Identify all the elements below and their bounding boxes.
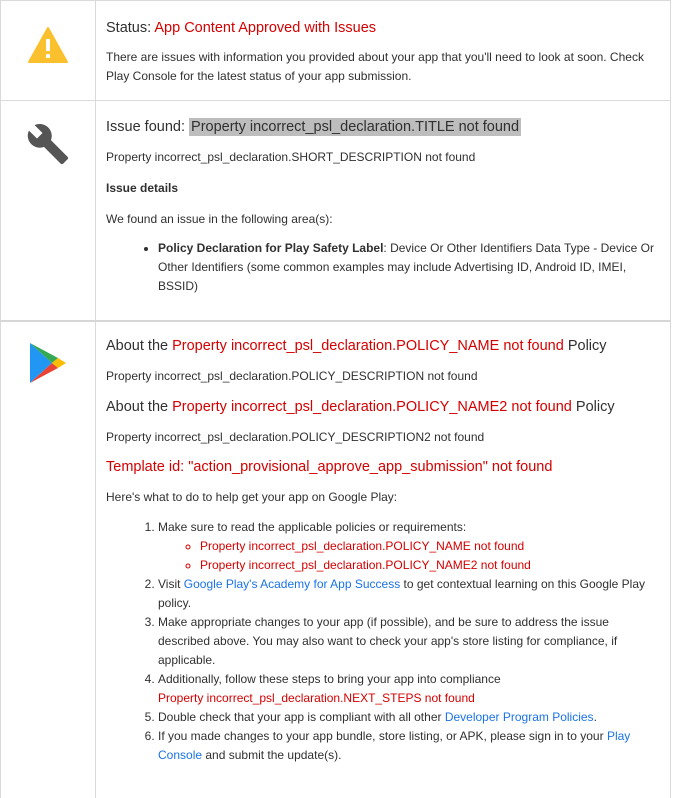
issue-details-heading: Issue details — [106, 181, 179, 195]
policy-section — [106, 336, 654, 765]
step-item — [158, 518, 654, 575]
wrench-icon — [26, 122, 70, 171]
policy-subitem: ◦ Property incorrect_psl_declaration.POLICY_NAME not found — [200, 537, 654, 556]
step-item — [158, 727, 654, 765]
steps-intro: Here's what to do to help get your app on Google Play: — [106, 490, 398, 504]
issue-area-text: : Device Or Other Identifiers Data Type - Device Or Other Identifiers (some common examples may include Advertising ID, Android ID, IMEI, BSSID) — [158, 241, 654, 293]
step-text: and submit the update(s). — [202, 748, 342, 762]
warning-icon — [27, 26, 69, 69]
issue-area-list — [106, 239, 654, 296]
policy-subitem: ◦ Property incorrect_psl_declaration.POLICY_NAME2 not found — [200, 556, 654, 575]
step-text: Additionally, follow these steps to bring your app into compliance — [158, 672, 501, 686]
about-line-2 — [106, 397, 654, 417]
issue-label: Issue found: — [106, 119, 185, 135]
about-prefix: About the — [106, 399, 169, 415]
about-prefix: About the — [106, 338, 169, 354]
step-text: Make sure to read the applicable policies or requirements: — [158, 520, 467, 534]
step-text: If you made changes to your app bundle, store listing, or APK, please sign in to your — [158, 729, 607, 743]
policy-description-2: Property incorrect_psl_declaration.POLICY_DESCRIPTION2 not found — [106, 430, 485, 444]
status-section — [106, 18, 654, 86]
status-label: Status: — [106, 20, 152, 36]
step-item — [158, 670, 654, 708]
play-console-link[interactable]: Play Console — [158, 729, 631, 762]
step-text: . — [593, 710, 597, 724]
step-text: Make appropriate changes to your app (if possible), and be sure to address the issue described above. You may also want to check your app's store listing for compliance, if applicable. — [158, 615, 618, 667]
step-item — [158, 575, 654, 613]
issue-section — [106, 117, 654, 296]
step-text: to get contextual learning on this Google Play policy. — [158, 577, 646, 610]
about-line-1 — [106, 336, 654, 356]
policy-description: Property incorrect_psl_declaration.POLICY_DESCRIPTION not found — [106, 369, 478, 383]
step-text: Visit — [158, 577, 184, 591]
section-divider — [0, 320, 671, 322]
about-suffix: Policy — [575, 399, 615, 415]
about-suffix: Policy — [567, 338, 607, 354]
issue-title: Property incorrect_psl_declaration.TITLE not found — [191, 119, 520, 135]
academy-link[interactable]: Google Play's Academy for App Success — [183, 577, 401, 591]
step-text: Double check that your app is compliant with all other — [158, 710, 445, 724]
policy-name: Property incorrect_psl_declaration.POLICY_NAME not found — [172, 338, 564, 354]
issue-area-intro: We found an issue in the following area(s): — [106, 212, 333, 226]
column-divider — [95, 0, 96, 798]
policy-sublist — [158, 537, 654, 575]
section-divider — [0, 100, 671, 101]
list-item — [158, 239, 654, 296]
developer-policies-link[interactable]: Developer Program Policies — [444, 710, 594, 724]
issue-area-name: Policy Declaration for Play Safety Label — [158, 241, 384, 255]
status-description: There are issues with information you provided about your app that you'll need to look at soon. Check Play Console for the latest status of your app submission. — [106, 50, 644, 83]
status-line — [106, 18, 654, 38]
issue-short-description: Property incorrect_psl_declaration.SHORT_DESCRIPTION not found — [106, 150, 476, 164]
step-item — [158, 708, 654, 727]
template-id: Template id: "action_provisional_approve_app_submission" not found — [106, 459, 553, 475]
issue-line — [106, 117, 654, 137]
policy-name-2: Property incorrect_psl_declaration.POLICY_NAME2 not found — [172, 399, 572, 415]
status-value: App Content Approved with Issues — [154, 20, 377, 36]
next-steps-text: Property incorrect_psl_declaration.NEXT_STEPS not found — [158, 691, 475, 705]
google-play-icon — [28, 341, 68, 390]
step-item — [158, 613, 654, 670]
steps-list — [106, 518, 654, 765]
